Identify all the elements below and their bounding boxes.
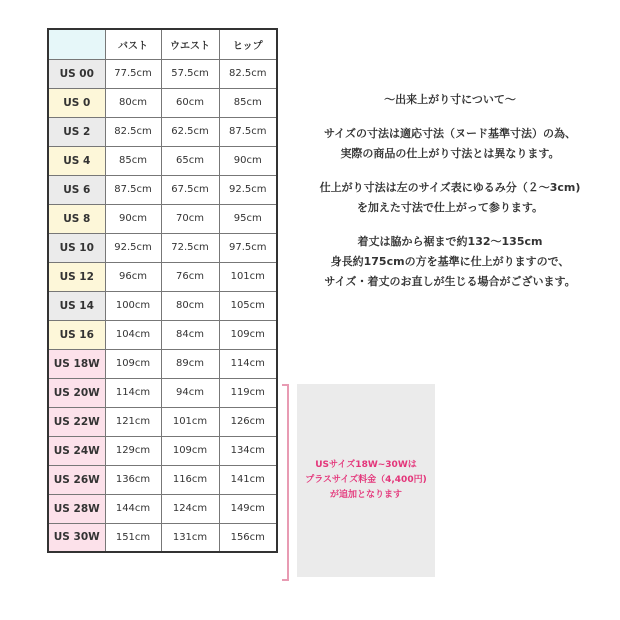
bust-value: 90cm <box>105 204 161 233</box>
plus-size-note <box>297 384 435 577</box>
size-label: US 26W <box>48 465 105 494</box>
waist-value: 70cm <box>161 204 219 233</box>
table-row <box>48 523 277 552</box>
hip-value: 82.5cm <box>219 59 277 88</box>
bust-value: 109cm <box>105 349 161 378</box>
hip-value: 101cm <box>219 262 277 291</box>
info-paragraph-1 <box>290 124 610 164</box>
info-line: 身長約175cmの方を基準に仕上がりますので、 <box>330 255 570 268</box>
table-header-row <box>48 29 277 59</box>
bust-value: 144cm <box>105 494 161 523</box>
bust-value: 104cm <box>105 320 161 349</box>
table-row <box>48 204 277 233</box>
size-chart-table <box>47 28 278 553</box>
header-waist: ウエスト <box>161 29 219 59</box>
info-title: ～出来上がり寸について～ <box>384 93 516 106</box>
waist-value: 109cm <box>161 436 219 465</box>
table-row <box>48 88 277 117</box>
waist-value: 62.5cm <box>161 117 219 146</box>
hip-value: 114cm <box>219 349 277 378</box>
waist-value: 67.5cm <box>161 175 219 204</box>
size-label: US 20W <box>48 378 105 407</box>
bust-value: 82.5cm <box>105 117 161 146</box>
plus-size-bracket <box>282 384 289 581</box>
waist-value: 131cm <box>161 523 219 552</box>
info-line: 着丈は脇から裾まで約132～135cm <box>357 235 543 248</box>
size-label: US 0 <box>48 88 105 117</box>
table-row <box>48 494 277 523</box>
info-line: 実際の商品の仕上がり寸法とは異なります。 <box>340 147 560 160</box>
size-label: US 10 <box>48 233 105 262</box>
bust-value: 87.5cm <box>105 175 161 204</box>
table-row <box>48 436 277 465</box>
bust-value: 96cm <box>105 262 161 291</box>
size-label: US 22W <box>48 407 105 436</box>
table-row <box>48 291 277 320</box>
bust-value: 85cm <box>105 146 161 175</box>
size-label: US 4 <box>48 146 105 175</box>
table-row <box>48 262 277 291</box>
hip-value: 149cm <box>219 494 277 523</box>
bust-value: 121cm <box>105 407 161 436</box>
waist-value: 76cm <box>161 262 219 291</box>
size-label: US 18W <box>48 349 105 378</box>
bust-value: 129cm <box>105 436 161 465</box>
waist-value: 60cm <box>161 88 219 117</box>
table-row <box>48 349 277 378</box>
hip-value: 156cm <box>219 523 277 552</box>
table-row <box>48 378 277 407</box>
plus-note-line: USサイズ18W~30Wは <box>315 460 417 470</box>
info-line: サイズ・着丈のお直しが生じる場合がございます。 <box>324 275 576 288</box>
hip-value: 95cm <box>219 204 277 233</box>
waist-value: 72.5cm <box>161 233 219 262</box>
waist-value: 94cm <box>161 378 219 407</box>
bust-value: 92.5cm <box>105 233 161 262</box>
hip-value: 119cm <box>219 378 277 407</box>
bust-value: 114cm <box>105 378 161 407</box>
waist-value: 80cm <box>161 291 219 320</box>
header-hip: ヒップ <box>219 29 277 59</box>
bust-value: 136cm <box>105 465 161 494</box>
size-label: US 16 <box>48 320 105 349</box>
table-row <box>48 233 277 262</box>
info-paragraph-3 <box>290 232 610 292</box>
size-label: US 30W <box>48 523 105 552</box>
hip-value: 87.5cm <box>219 117 277 146</box>
hip-value: 105cm <box>219 291 277 320</box>
info-line: サイズの寸法は適応寸法（ヌード基準寸法）の為、 <box>323 127 577 140</box>
waist-value: 101cm <box>161 407 219 436</box>
table-row <box>48 175 277 204</box>
size-label: US 2 <box>48 117 105 146</box>
waist-value: 89cm <box>161 349 219 378</box>
finish-size-info <box>290 90 610 306</box>
waist-value: 57.5cm <box>161 59 219 88</box>
waist-value: 124cm <box>161 494 219 523</box>
bust-value: 80cm <box>105 88 161 117</box>
hip-value: 97.5cm <box>219 233 277 262</box>
info-line: を加えた寸法で仕上がって参ります。 <box>356 201 544 214</box>
plus-note-line: プラスサイズ料金（4,400円) <box>305 475 427 485</box>
waist-value: 116cm <box>161 465 219 494</box>
bust-value: 77.5cm <box>105 59 161 88</box>
header-bust: バスト <box>105 29 161 59</box>
size-label: US 6 <box>48 175 105 204</box>
table-row <box>48 465 277 494</box>
size-label: US 24W <box>48 436 105 465</box>
table-row <box>48 117 277 146</box>
table-row <box>48 146 277 175</box>
table-row <box>48 59 277 88</box>
hip-value: 90cm <box>219 146 277 175</box>
size-label: US 8 <box>48 204 105 233</box>
hip-value: 134cm <box>219 436 277 465</box>
plus-note-line: が追加となります <box>329 490 402 500</box>
bust-value: 151cm <box>105 523 161 552</box>
hip-value: 141cm <box>219 465 277 494</box>
info-paragraph-2 <box>290 178 610 218</box>
size-label: US 14 <box>48 291 105 320</box>
table-row <box>48 407 277 436</box>
size-label: US 28W <box>48 494 105 523</box>
size-label: US 12 <box>48 262 105 291</box>
waist-value: 65cm <box>161 146 219 175</box>
info-line: 仕上がり寸法は左のサイズ表にゆるみ分（２～3cm) <box>319 181 581 194</box>
hip-value: 92.5cm <box>219 175 277 204</box>
hip-value: 109cm <box>219 320 277 349</box>
size-rows <box>48 59 277 552</box>
bust-value: 100cm <box>105 291 161 320</box>
header-corner <box>48 29 105 59</box>
waist-value: 84cm <box>161 320 219 349</box>
table-row <box>48 320 277 349</box>
hip-value: 126cm <box>219 407 277 436</box>
size-label: US 00 <box>48 59 105 88</box>
hip-value: 85cm <box>219 88 277 117</box>
